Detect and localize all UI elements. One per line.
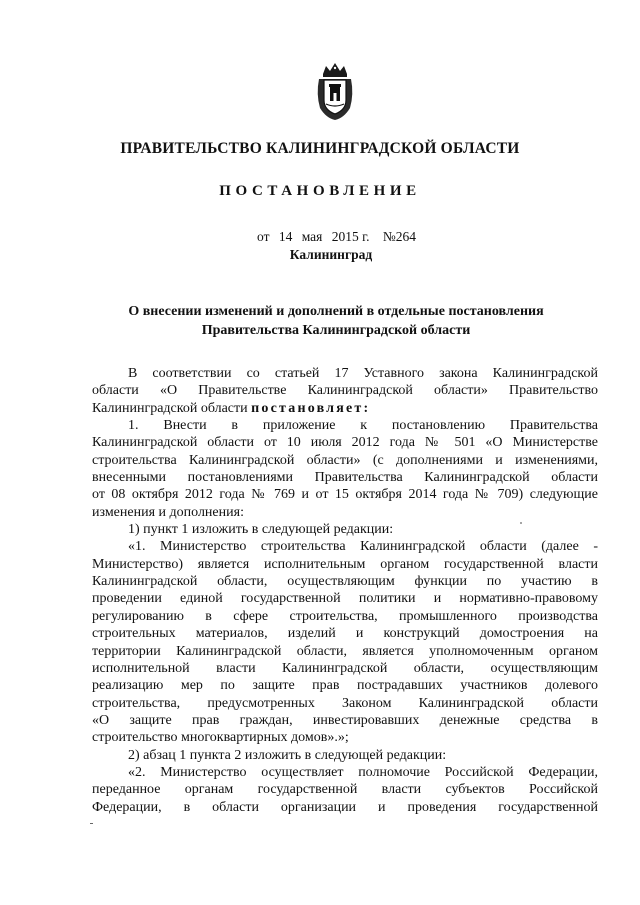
date-prefix: от xyxy=(257,229,270,244)
body-line: Калининградской области, осуществляющим функции по участию в xyxy=(92,574,598,590)
decree-subject xyxy=(0,302,640,340)
body-line: 1. Внести в приложение к постановлению Правительства xyxy=(128,418,598,434)
body-line: переданное органам государственной власти субъектов Российской xyxy=(92,782,598,798)
date-month: мая xyxy=(301,229,323,244)
body-line: Министерство) является исполнительным органом государственной власти xyxy=(92,556,598,572)
body-line: изменения и дополнения: xyxy=(92,504,244,520)
body-line xyxy=(92,400,598,417)
body-line: «2. Министерство осуществляет полномочие Российской Федерации, xyxy=(128,764,598,780)
body-line: реализацию мер по защите прав пострадавших участников долевого xyxy=(92,678,598,694)
date-day: 14 xyxy=(278,229,293,244)
body-line: «О защите прав граждан, инвестировавших денежные средства в xyxy=(92,712,598,728)
scan-speck xyxy=(520,522,522,524)
body-line: исполнительной власти Калининградской области, осуществляющим xyxy=(92,660,598,676)
body-line: В соответствии со статьей 17 Уставного закона Калининградской xyxy=(128,366,598,381)
body-line: Федерации, в области организации и проведения государственной xyxy=(92,799,598,815)
body-line: области «О Правительстве Калининградской области» Правительство xyxy=(92,383,598,399)
city: Калининград xyxy=(289,247,373,262)
document-type: ПОСТАНОВЛЕНИЕ xyxy=(219,183,421,199)
body-line: от 08 октября 2012 года № 769 и от 15 октября 2014 года № 709) следующие xyxy=(92,487,598,503)
decree-body xyxy=(92,365,598,816)
body-line: проведении единой государственной политики и нормативно-правовому xyxy=(92,591,598,607)
body-line: 1) пункт 1 изложить в следующей редакции: xyxy=(128,522,394,538)
body-line: территории Калининградской области, является уполномоченным органом xyxy=(92,643,598,659)
body-line: строительства, предусмотренных Законом Калининградской области xyxy=(92,695,598,711)
body-line: строительства Калининградской области» (с дополнениями и изменениями, xyxy=(92,452,598,468)
body-line: строительство многоквартирных домов».»; xyxy=(92,730,349,746)
subject-line-2: Правительства Калининградской области xyxy=(201,323,471,338)
body-line: внесенными постановлениями Правительства Калининградской области xyxy=(92,470,598,486)
scan-mark xyxy=(90,823,93,824)
body-line: Калининградской области от 10 июля 2012 года № 501 «О Министерстве xyxy=(92,435,598,451)
coat-of-arms-emblem xyxy=(314,60,356,122)
decree-verb: постановляет: xyxy=(251,400,371,416)
body-line-text: Калининградской области xyxy=(92,400,248,416)
document-number: №264 xyxy=(382,229,417,244)
body-line: регулированию в сфере строительства, промышленного производства xyxy=(92,608,598,624)
date-year: 2015 г. xyxy=(331,229,370,244)
body-line: «1. Министерство строительства Калининградской области (далее - xyxy=(128,539,598,555)
date-line xyxy=(257,229,416,245)
government-name: ПРАВИТЕЛЬСТВО КАЛИНИНГРАДСКОЙ ОБЛАСТИ xyxy=(120,140,520,157)
body-line: строительных материалов, изделий и конструкций домостроения на xyxy=(92,626,598,642)
body-line: 2) абзац 1 пункта 2 изложить в следующей редакции: xyxy=(128,747,447,763)
subject-line-1: О внесении изменений и дополнений в отдельные постановления xyxy=(128,304,544,319)
